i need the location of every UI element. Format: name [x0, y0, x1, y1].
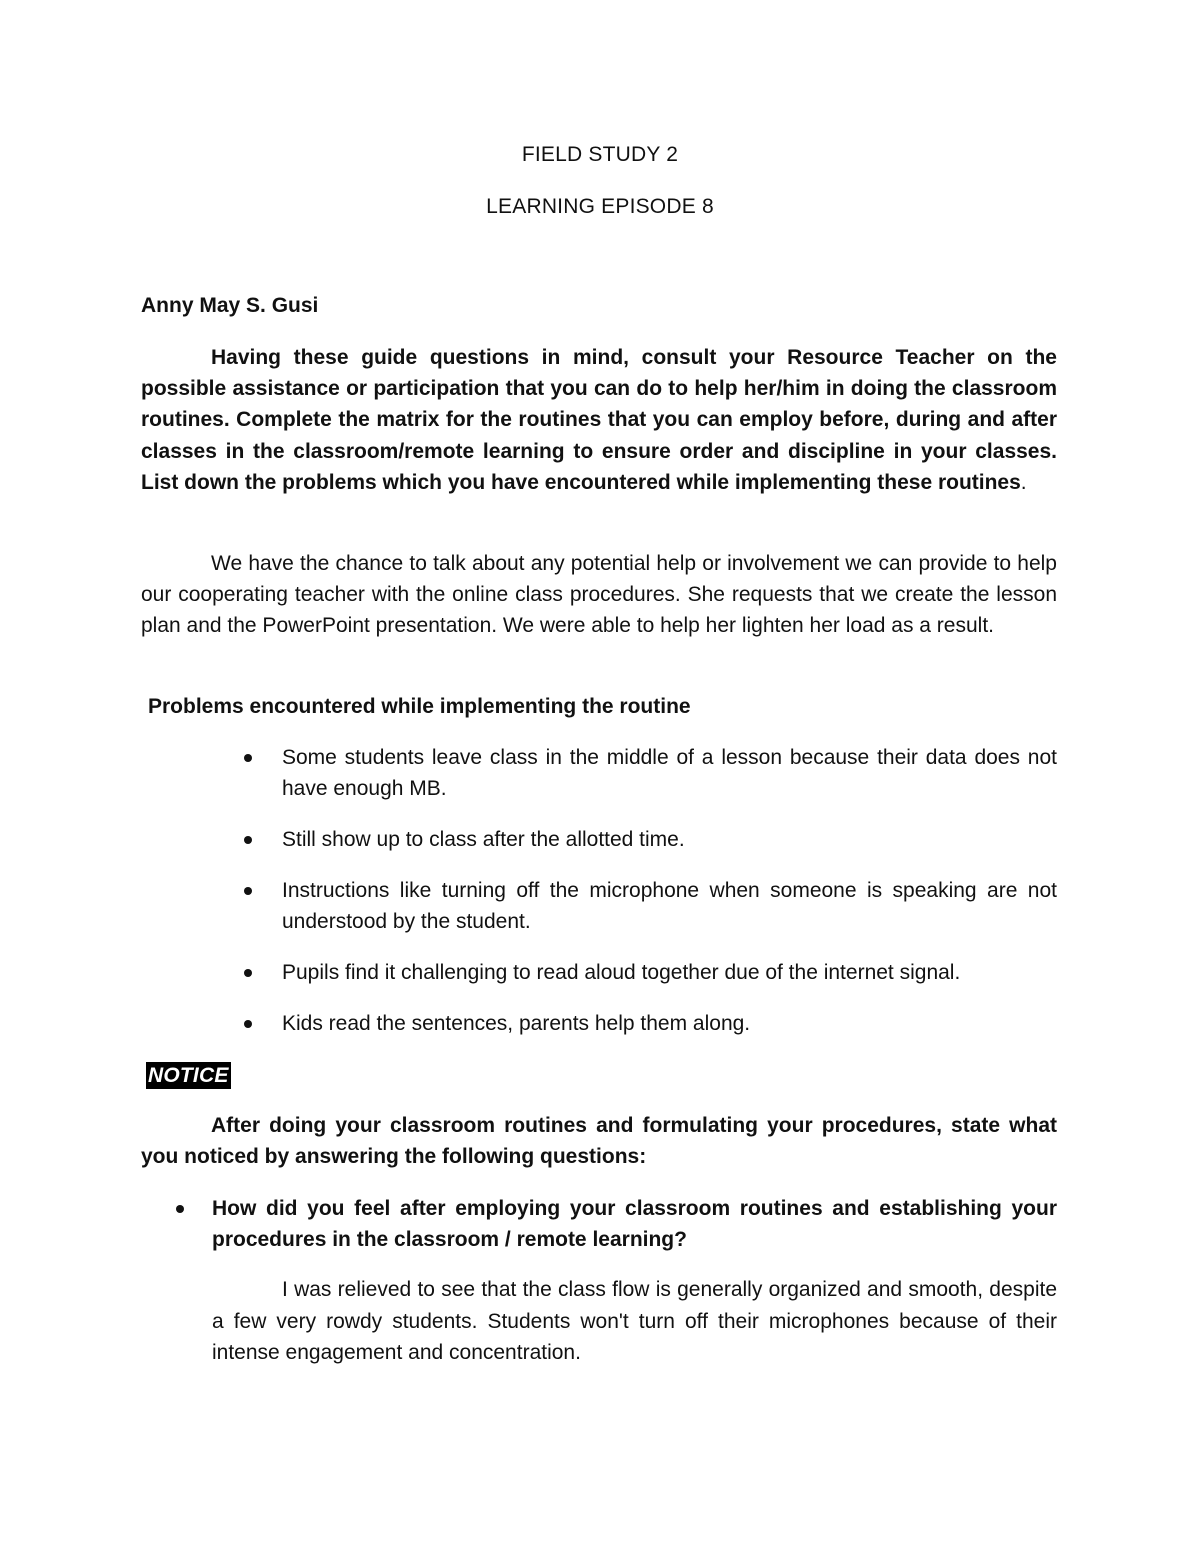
list-item-text: Some students leave class in the middle of a lesson because their data does not have enough MB.	[282, 746, 1057, 801]
bullet-icon	[244, 887, 252, 895]
problems-heading: Problems encountered while implementing the routine	[148, 695, 691, 718]
bullet-icon	[244, 969, 252, 977]
guide-paragraph-period: .	[1020, 470, 1027, 494]
questions-list	[141, 1193, 1057, 1368]
bullet-icon	[244, 754, 252, 762]
problems-list	[240, 742, 1057, 1059]
document-subtitle: LEARNING EPISODE 8	[486, 195, 714, 218]
bullet-icon	[244, 836, 252, 844]
question-item	[141, 1193, 1057, 1368]
document-title: FIELD STUDY 2	[521, 143, 679, 166]
guide-paragraph	[141, 342, 1057, 498]
notice-label: NOTICE	[148, 1064, 229, 1087]
guide-paragraph-text: Having these guide questions in mind, consult your Resource Teacher on the possible assistance or participation that you can do to help her/him in doing the classroom routines. Complete the matrix for the routines that you can employ before, during and after classes in the classroom/remote learning to ensure order and discipline in your classes. List down the problems which you have encountered while implementing these routines	[141, 346, 1057, 494]
list-item	[240, 824, 1057, 855]
bullet-icon	[176, 1205, 184, 1213]
notice-intro: After doing your classroom routines and formulating your procedures, state what you noticed by answering the following questions:	[141, 1114, 1057, 1169]
list-item-text: Still show up to class after the allotted time.	[282, 828, 685, 852]
answer-text: I was relieved to see that the class flow is generally organized and smooth, despite a few very rowdy students. Students won't turn off their microphones because of their intense engagement and concentration.	[212, 1278, 1057, 1364]
list-item-text: Pupils find it challenging to read aloud together due of the internet signal.	[282, 961, 961, 985]
list-item-text: Instructions like turning off the microphone when someone is speaking are not understood by the student.	[282, 879, 1057, 934]
response-paragraph: We have the chance to talk about any potential help or involvement we can provide to help our cooperating teacher with the online class procedures. She requests that we create the lesson plan and the PowerPoint presentation. We were able to help her lighten her load as a result.	[141, 552, 1057, 638]
author-name: Anny May S. Gusi	[141, 294, 319, 317]
list-item	[240, 1008, 1057, 1039]
list-item	[240, 957, 1057, 988]
list-item	[240, 742, 1057, 804]
list-item-text: Kids read the sentences, parents help them along.	[282, 1012, 751, 1036]
list-item	[240, 875, 1057, 937]
question-text: How did you feel after employing your classroom routines and establishing your procedures in the classroom / remote learning?	[212, 1197, 1057, 1252]
bullet-icon	[244, 1020, 252, 1028]
